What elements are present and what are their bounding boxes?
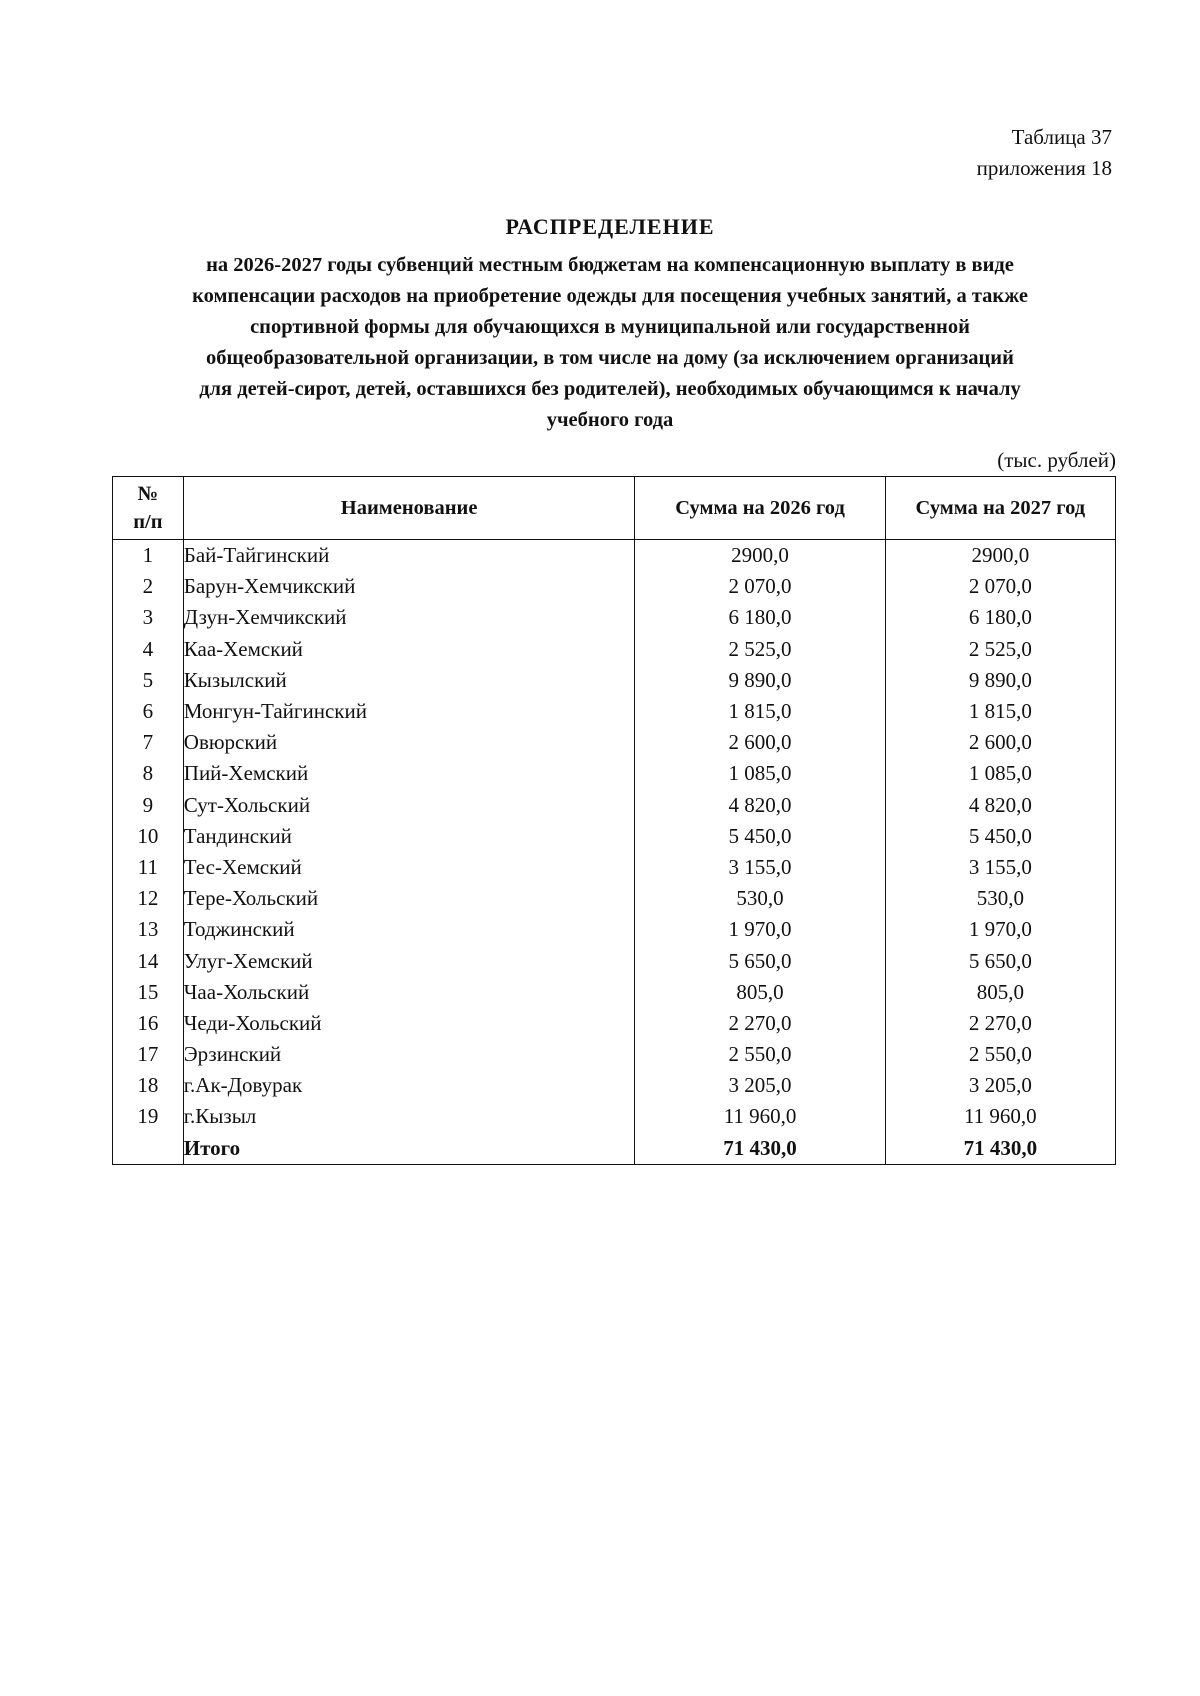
row-name: Улуг-Хемский bbox=[183, 945, 635, 976]
row-name: Кызылский bbox=[183, 665, 635, 696]
row-number: 15 bbox=[113, 977, 184, 1008]
row-name: Овюрский bbox=[183, 727, 635, 758]
row-sum-2027: 1 815,0 bbox=[885, 696, 1115, 727]
row-sum-2026: 1 970,0 bbox=[635, 914, 885, 945]
row-number: 5 bbox=[113, 665, 184, 696]
document-subtitle bbox=[112, 250, 1108, 436]
row-sum-2027: 1 085,0 bbox=[885, 758, 1115, 789]
row-name: Чеди-Хольский bbox=[183, 1008, 635, 1039]
table-reference bbox=[977, 122, 1112, 184]
table-header bbox=[113, 477, 1116, 540]
row-sum-2027: 2 270,0 bbox=[885, 1008, 1115, 1039]
table-row bbox=[113, 1101, 1116, 1132]
table-body bbox=[113, 540, 1116, 1165]
row-number: 16 bbox=[113, 1008, 184, 1039]
row-sum-2026: 2900,0 bbox=[635, 540, 885, 572]
row-number: 9 bbox=[113, 790, 184, 821]
row-name: г.Кызыл bbox=[183, 1101, 635, 1132]
row-sum-2026: 4 820,0 bbox=[635, 790, 885, 821]
table-row bbox=[113, 1070, 1116, 1101]
row-number: 11 bbox=[113, 852, 184, 883]
row-number: 6 bbox=[113, 696, 184, 727]
row-sum-2026: 1 815,0 bbox=[635, 696, 885, 727]
header-number-abbr: п/п bbox=[133, 511, 163, 533]
subtitle-line: учебного года bbox=[546, 409, 674, 431]
header-sum-2027: Сумма на 2027 год bbox=[885, 477, 1115, 540]
row-sum-2026: 3 205,0 bbox=[635, 1070, 885, 1101]
table-row bbox=[113, 821, 1116, 852]
distribution-table bbox=[112, 476, 1116, 1165]
row-number: 1 bbox=[113, 540, 184, 572]
row-sum-2027: 2 600,0 bbox=[885, 727, 1115, 758]
subtitle-line: на 2026-2027 годы субвенций местным бюджетам на компенсационную выплату в виде bbox=[206, 254, 1014, 276]
subtitle-line: общеобразовательной организации, в том числе на дому (за исключением организаций bbox=[206, 347, 1014, 369]
row-number: 7 bbox=[113, 727, 184, 758]
row-sum-2026: 5 450,0 bbox=[635, 821, 885, 852]
table-row bbox=[113, 977, 1116, 1008]
subtitle-line: компенсации расходов на приобретение одежды для посещения учебных занятий, а также bbox=[192, 285, 1028, 307]
table-row bbox=[113, 790, 1116, 821]
row-name: Сут-Хольский bbox=[183, 790, 635, 821]
row-name: Тандинский bbox=[183, 821, 635, 852]
row-sum-2026: 3 155,0 bbox=[635, 852, 885, 883]
table-header-row bbox=[113, 477, 1116, 540]
row-sum-2026: 2 270,0 bbox=[635, 1008, 885, 1039]
total-row bbox=[113, 1133, 1116, 1165]
row-name: Бай-Тайгинский bbox=[183, 540, 635, 572]
header-name: Наименование bbox=[183, 477, 635, 540]
row-name: Тес-Хемский bbox=[183, 852, 635, 883]
row-sum-2026: 2 600,0 bbox=[635, 727, 885, 758]
total-label: Итого bbox=[183, 1133, 635, 1165]
row-number: 8 bbox=[113, 758, 184, 789]
row-name: г.Ак-Довурак bbox=[183, 1070, 635, 1101]
row-name: Пий-Хемский bbox=[183, 758, 635, 789]
row-name: Тоджинский bbox=[183, 914, 635, 945]
table-row bbox=[113, 945, 1116, 976]
row-number: 10 bbox=[113, 821, 184, 852]
table-row bbox=[113, 634, 1116, 665]
row-sum-2026: 9 890,0 bbox=[635, 665, 885, 696]
row-sum-2026: 5 650,0 bbox=[635, 945, 885, 976]
row-name: Дзун-Хемчикский bbox=[183, 602, 635, 633]
row-sum-2026: 2 525,0 bbox=[635, 634, 885, 665]
row-sum-2027: 2900,0 bbox=[885, 540, 1115, 572]
row-name: Эрзинский bbox=[183, 1039, 635, 1070]
row-sum-2027: 3 155,0 bbox=[885, 852, 1115, 883]
header-number bbox=[113, 477, 184, 540]
row-sum-2026: 2 070,0 bbox=[635, 571, 885, 602]
table-row bbox=[113, 914, 1116, 945]
row-sum-2027: 2 550,0 bbox=[885, 1039, 1115, 1070]
row-sum-2026: 6 180,0 bbox=[635, 602, 885, 633]
table-row bbox=[113, 758, 1116, 789]
row-number: 18 bbox=[113, 1070, 184, 1101]
row-number: 13 bbox=[113, 914, 184, 945]
subtitle-line: для детей-сирот, детей, оставшихся без родителей), необходимых обучающимся к началу bbox=[199, 378, 1021, 400]
table-row bbox=[113, 602, 1116, 633]
row-sum-2027: 9 890,0 bbox=[885, 665, 1115, 696]
table-row bbox=[113, 696, 1116, 727]
row-sum-2026: 2 550,0 bbox=[635, 1039, 885, 1070]
appendix-number: приложения 18 bbox=[976, 156, 1112, 180]
units-label: (тыс. рублей) bbox=[997, 448, 1116, 472]
row-sum-2027: 530,0 bbox=[885, 883, 1115, 914]
table-row bbox=[113, 571, 1116, 602]
table-row bbox=[113, 1039, 1116, 1070]
header-number-symbol: № bbox=[137, 483, 159, 505]
row-name: Каа-Хемский bbox=[183, 634, 635, 665]
row-number: 2 bbox=[113, 571, 184, 602]
total-2027: 71 430,0 bbox=[885, 1133, 1115, 1165]
document-title: РАСПРЕДЕЛЕНИЕ bbox=[505, 214, 715, 239]
table-row bbox=[113, 852, 1116, 883]
row-number: 17 bbox=[113, 1039, 184, 1070]
row-sum-2027: 2 525,0 bbox=[885, 634, 1115, 665]
row-number: 12 bbox=[113, 883, 184, 914]
row-number: 19 bbox=[113, 1101, 184, 1132]
row-name: Тере-Хольский bbox=[183, 883, 635, 914]
row-sum-2027: 6 180,0 bbox=[885, 602, 1115, 633]
row-number: 4 bbox=[113, 634, 184, 665]
row-sum-2027: 5 650,0 bbox=[885, 945, 1115, 976]
row-name: Монгун-Тайгинский bbox=[183, 696, 635, 727]
row-sum-2026: 1 085,0 bbox=[635, 758, 885, 789]
row-sum-2027: 4 820,0 bbox=[885, 790, 1115, 821]
row-name: Чаа-Хольский bbox=[183, 977, 635, 1008]
row-sum-2027: 5 450,0 bbox=[885, 821, 1115, 852]
total-2026: 71 430,0 bbox=[635, 1133, 885, 1165]
total-number-cell bbox=[113, 1133, 184, 1165]
row-name: Барун-Хемчикский bbox=[183, 571, 635, 602]
row-sum-2027: 1 970,0 bbox=[885, 914, 1115, 945]
row-sum-2027: 2 070,0 bbox=[885, 571, 1115, 602]
row-sum-2027: 3 205,0 bbox=[885, 1070, 1115, 1101]
table-number: Таблица 37 bbox=[1011, 125, 1112, 149]
row-sum-2027: 805,0 bbox=[885, 977, 1115, 1008]
header-sum-2026: Сумма на 2026 год bbox=[635, 477, 885, 540]
table-row bbox=[113, 1008, 1116, 1039]
row-sum-2027: 11 960,0 bbox=[885, 1101, 1115, 1132]
subtitle-line: спортивной формы для обучающихся в муниципальной или государственной bbox=[250, 316, 970, 338]
table-row bbox=[113, 883, 1116, 914]
table-row bbox=[113, 727, 1116, 758]
row-sum-2026: 11 960,0 bbox=[635, 1101, 885, 1132]
row-number: 3 bbox=[113, 602, 184, 633]
table-row bbox=[113, 540, 1116, 572]
row-sum-2026: 805,0 bbox=[635, 977, 885, 1008]
table-row bbox=[113, 665, 1116, 696]
row-sum-2026: 530,0 bbox=[635, 883, 885, 914]
row-number: 14 bbox=[113, 945, 184, 976]
